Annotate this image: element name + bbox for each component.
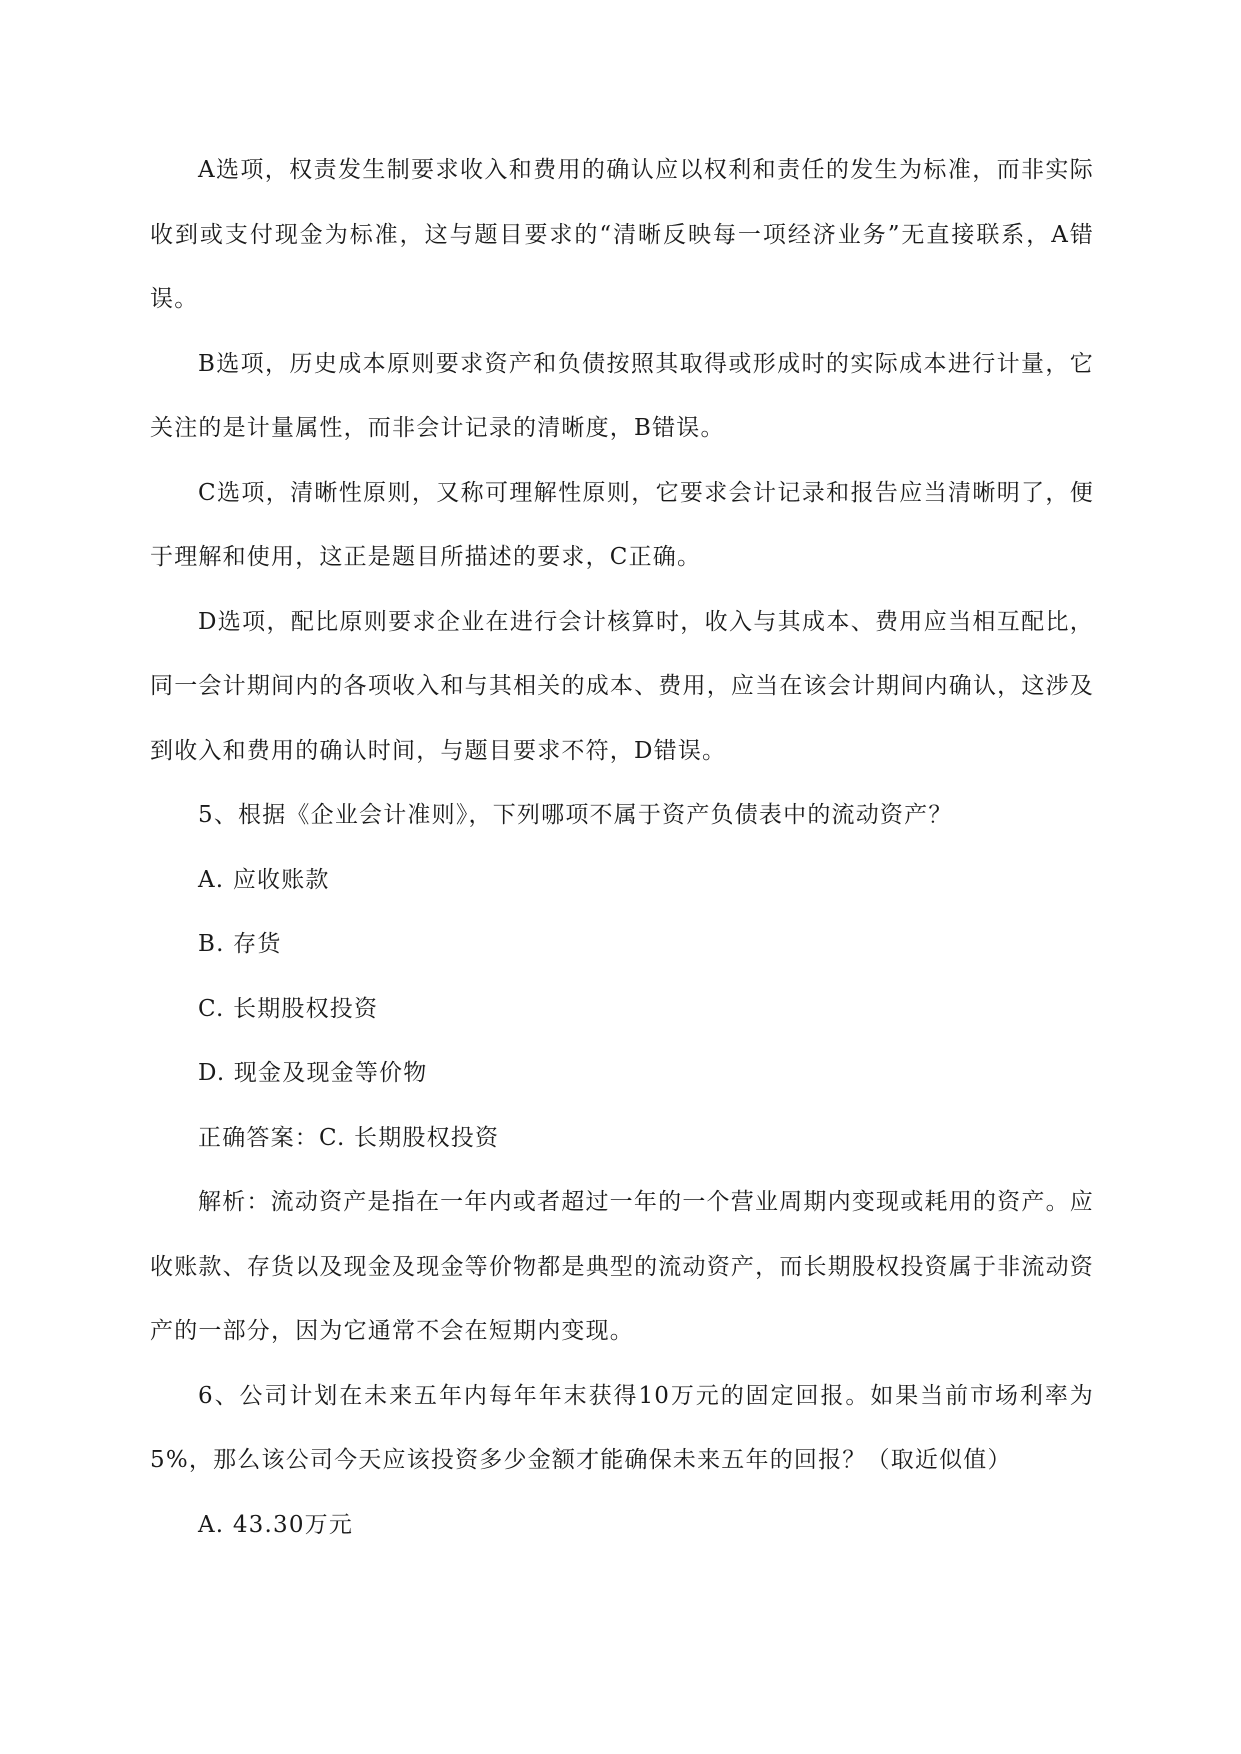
explanation-option-b: B选项，历史成本原则要求资产和负债按照其取得或形成时的实际成本进行计量，它关注的是计量属性，而非会计记录的清晰度，B错误。	[150, 350, 1094, 441]
question-5-option-c: C. 长期股权投资	[198, 995, 379, 1022]
question-5-option-a: A. 应收账款	[198, 866, 330, 893]
explanation-option-a: A选项，权责发生制要求收入和费用的确认应以权利和责任的发生为标准，而非实际收到或支付现金为标准，这与题目要求的“清晰反映每一项经济业务”无直接联系，A错误。	[150, 157, 1094, 312]
question-5-answer: 正确答案：C. 长期股权投资	[198, 1124, 500, 1151]
question-5: 5、根据《企业会计准则》，下列哪项不属于资产负债表中的流动资产？	[198, 802, 953, 828]
explanation-option-c: C选项，清晰性原则，又称可理解性原则，它要求会计记录和报告应当清晰明了，便于理解和使用，这正是题目所描述的要求，C正确。	[150, 479, 1094, 570]
explanation-option-d: D选项，配比原则要求企业在进行会计核算时，收入与其成本、费用应当相互配比，同一会计期间内的各项收入和与其相关的成本、费用，应当在该会计期间内确认，这涉及到收入和费用的确认时间，与题目要求不符，D错误。	[150, 608, 1094, 764]
question-5-analysis: 解析：流动资产是指在一年内或者超过一年的一个营业周期内变现或耗用的资产。应收账款、存货以及现金及现金等价物都是典型的流动资产，而长期股权投资属于非流动资产的一部分，因为它通常不会在短期内变现。	[150, 1189, 1094, 1344]
question-5-option-b: B. 存货	[198, 931, 282, 957]
question-6-option-a: A. 43.30万元	[198, 1511, 354, 1538]
question-6: 6、公司计划在未来五年内每年年末获得10万元的固定回报。如果当前市场利率为5%，那么该公司今天应该投资多少金额才能确保未来五年的回报？（取近似值）	[150, 1382, 1094, 1473]
document-page	[150, 138, 1094, 1557]
question-5-option-d: D. 现金及现金等价物	[198, 1060, 428, 1086]
